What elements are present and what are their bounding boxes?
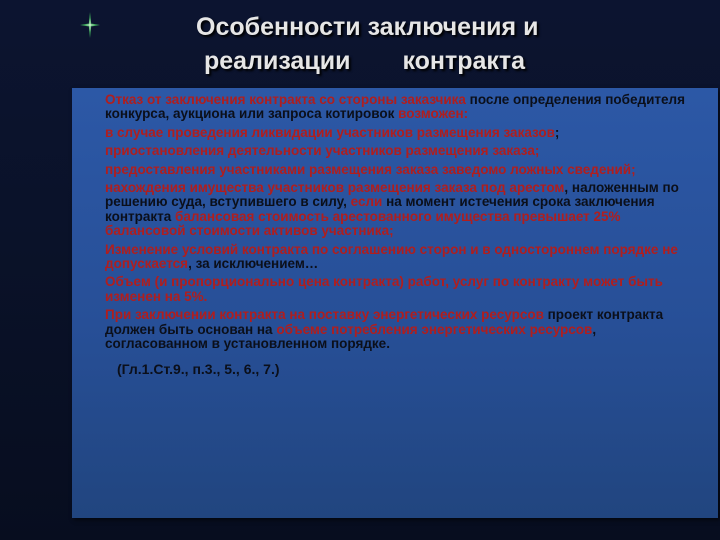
- arrest-if: если: [350, 194, 383, 210]
- liquidation-end: ;: [554, 124, 560, 140]
- paragraph-change-terms: [105, 243, 702, 272]
- energy-body: проект контракта должен быть основан на: [105, 307, 664, 337]
- paragraph-false-info: [105, 163, 702, 177]
- energy-volume: объеме потребления энергетических ресурсов: [276, 321, 593, 337]
- title-line-2: [196, 44, 676, 78]
- sparkle-icon: [80, 12, 100, 38]
- arrest-court: , наложенным по решению суда, вступившего в силу,: [105, 180, 679, 210]
- refusal-body: после определения победителя конкурса, аукциона или запроса котировок: [105, 92, 685, 122]
- energy-end: , согласованном в установленном порядке.: [105, 321, 597, 352]
- paragraph-arrest: [105, 181, 702, 239]
- title-word-realization: реализации: [204, 47, 351, 75]
- slide-title: [196, 10, 676, 78]
- arrest-moment: на момент истечения срока заключения контракта: [105, 194, 655, 224]
- citation: (Гл.1.Ст.9., п.3., 5., 6., 7.): [117, 360, 280, 377]
- volume-text: Объем (и пропорционально цена контракта) работ, услуг по контракту может быть изменен на 5%.: [105, 274, 663, 304]
- arrest-lead: нахождения имущества участников размещения заказа под арестом: [105, 180, 565, 196]
- refusal-possible: возможен:: [394, 106, 469, 122]
- content-panel: [72, 88, 718, 518]
- paragraph-refusal: [105, 93, 702, 122]
- arrest-value: балансовая стоимость арестованного имущества превышает 25% балансовой стоимости активов участника;: [105, 208, 621, 239]
- false-info-text: предоставления участниками размещения заказа заведомо ложных сведений;: [105, 161, 636, 177]
- change-terms-text: Изменение условий контракта по соглашению сторон и в одностороннем порядке не допускается: [105, 241, 678, 272]
- paragraph-energy: [105, 308, 702, 351]
- refusal-lead: Отказ от заключения контракта со стороны заказчика: [105, 92, 466, 107]
- energy-lead: При заключении контракта на поставку энергетических ресурсов: [105, 307, 544, 323]
- paragraph-liquidation: [105, 126, 702, 140]
- title-line-1: Особенности заключения и: [196, 13, 539, 41]
- paragraph-volume: [105, 275, 702, 304]
- liquidation-text: в случае проведения ликвидации участников размещения заказов: [105, 124, 555, 140]
- suspension-text: приостановления деятельности участников размещения заказа;: [105, 143, 540, 159]
- title-word-contract: контракта: [402, 47, 526, 75]
- paragraph-suspension: [105, 144, 702, 158]
- change-terms-exception: , за исключением…: [188, 256, 319, 272]
